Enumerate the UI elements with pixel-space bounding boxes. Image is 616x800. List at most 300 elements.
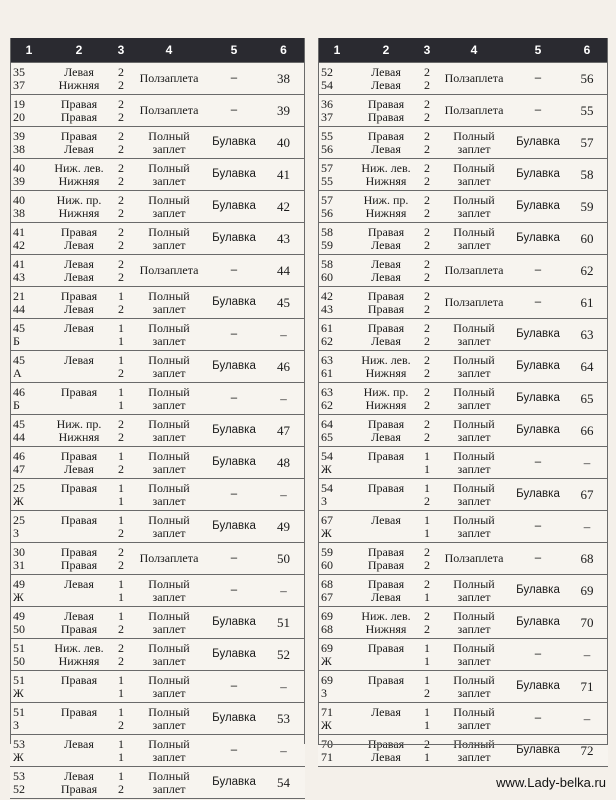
cell-col-3	[110, 735, 132, 767]
cell-col-2	[356, 351, 416, 383]
cell-col-2	[48, 351, 110, 383]
cell-col-2	[48, 383, 110, 415]
cell-line: Ж	[321, 461, 332, 476]
table-row	[10, 287, 305, 319]
cell-line: Правая	[367, 557, 405, 572]
cell-line: 1	[118, 685, 124, 700]
cell-col-3	[110, 127, 132, 159]
cell-operation: Ползаплета	[132, 543, 206, 575]
cell-col-2	[356, 287, 416, 319]
cell-col-2	[48, 447, 110, 479]
cell-result: 69	[566, 575, 608, 607]
cell-line: 21	[13, 288, 25, 303]
cell-pin: –	[206, 671, 262, 703]
cell-operation: Полный заплет	[438, 351, 510, 383]
cell-operation: Полный заплет	[132, 479, 206, 511]
cell-pin: Булавка	[206, 607, 262, 639]
cell-result: 45	[262, 287, 305, 319]
cell-line: 51	[13, 640, 25, 655]
table-row	[10, 607, 305, 639]
cell-col-1	[10, 383, 48, 415]
pattern-table-left	[10, 38, 305, 799]
cell-col-1	[318, 575, 356, 607]
cell-line: Левая	[64, 352, 94, 367]
cell-line: Левая	[371, 141, 401, 156]
cell-line	[48, 527, 110, 540]
cell-col-2	[356, 703, 416, 735]
cell-line	[48, 719, 110, 732]
cell-pin: –	[510, 511, 566, 543]
cell-line: Правая	[367, 128, 405, 143]
cell-col-2	[48, 511, 110, 543]
table-row	[318, 735, 608, 767]
cell-operation: Ползаплета	[438, 543, 510, 575]
cell-line: Левая	[64, 576, 94, 591]
cell-line	[48, 591, 110, 604]
cell-line: 2	[424, 301, 430, 316]
cell-col-1	[10, 543, 48, 575]
cell-line: 1	[424, 589, 430, 604]
cell-operation: Полный заплет	[132, 575, 206, 607]
cell-line: 71	[321, 704, 333, 719]
cell-col-2	[356, 639, 416, 671]
cell-col-2	[48, 159, 110, 191]
cell-line: 37	[13, 77, 25, 92]
cell-col-3	[416, 95, 438, 127]
cell-line: 57	[321, 192, 333, 207]
cell-result: 55	[566, 95, 608, 127]
cell-result: 71	[566, 671, 608, 703]
cell-col-2	[48, 575, 110, 607]
cell-result: 39	[262, 95, 305, 127]
cell-pin: Булавка	[510, 479, 566, 511]
cell-operation: Полный заплет	[132, 383, 206, 415]
cell-line: Нижняя	[365, 397, 407, 412]
cell-operation: Полный заплет	[132, 127, 206, 159]
column-header-3: 3	[110, 38, 132, 63]
cell-line: 54	[321, 448, 333, 463]
cell-line: 2	[424, 429, 430, 444]
cell-line: 67	[321, 589, 333, 604]
cell-pin: Булавка	[206, 447, 262, 479]
cell-result: 48	[262, 447, 305, 479]
table-header-row	[10, 38, 305, 63]
cell-line: 54	[321, 480, 333, 495]
cell-line: 38	[13, 205, 25, 220]
cell-line: Правая	[367, 224, 405, 239]
cell-line: 2	[424, 576, 430, 591]
cell-line: Правая	[60, 781, 98, 796]
cell-line: 1	[118, 333, 124, 348]
cell-line: 1	[118, 352, 124, 367]
cell-line: 68	[321, 621, 333, 636]
cell-col-1	[10, 767, 48, 799]
cell-line: 58	[321, 256, 333, 271]
cell-col-3	[416, 479, 438, 511]
cell-line: Ниж. лев.	[54, 160, 104, 175]
cell-line: 36	[321, 96, 333, 111]
cell-col-1	[318, 671, 356, 703]
cell-operation: Полный заплет	[132, 511, 206, 543]
cell-line: 2	[118, 141, 124, 156]
cell-line: 69	[321, 608, 333, 623]
cell-line: 2	[118, 269, 124, 284]
cell-col-1	[10, 63, 48, 95]
cell-pin: –	[206, 255, 262, 287]
cell-line: 60	[321, 557, 333, 572]
cell-col-1	[10, 639, 48, 671]
cell-pin: –	[510, 287, 566, 319]
cell-col-3	[416, 191, 438, 223]
cell-pin: Булавка	[206, 767, 262, 799]
cell-col-3	[110, 607, 132, 639]
column-header-2: 2	[356, 38, 416, 63]
cell-operation: Полный заплет	[132, 415, 206, 447]
cell-line	[356, 527, 416, 540]
cell-line: 1	[118, 320, 124, 335]
cell-operation: Полный заплет	[438, 511, 510, 543]
cell-col-2	[356, 511, 416, 543]
cell-col-3	[416, 127, 438, 159]
cell-line: 2	[118, 64, 124, 79]
cell-operation: Полный заплет	[438, 415, 510, 447]
cell-line: 1	[118, 704, 124, 719]
cell-pin: Булавка	[510, 351, 566, 383]
cell-operation: Полный заплет	[132, 639, 206, 671]
cell-col-3	[110, 415, 132, 447]
cell-col-3	[110, 639, 132, 671]
cell-col-1	[10, 703, 48, 735]
cell-line: 2	[424, 128, 430, 143]
column-header-5: 5	[206, 38, 262, 63]
table-row	[10, 639, 305, 671]
column-header-3: 3	[416, 38, 438, 63]
cell-line	[48, 751, 110, 764]
cell-col-1	[10, 287, 48, 319]
cell-line: Левая	[64, 269, 94, 284]
cell-line: 2	[118, 416, 124, 431]
cell-col-1	[318, 607, 356, 639]
cell-line: Нижняя	[58, 77, 100, 92]
cell-line: 2	[118, 461, 124, 476]
cell-result: 66	[566, 415, 608, 447]
cell-col-1	[318, 287, 356, 319]
cell-line: 1	[118, 589, 124, 604]
cell-line: Правая	[60, 621, 98, 636]
cell-line: Правая	[60, 96, 98, 111]
cell-line: 1	[424, 525, 430, 540]
table-row	[318, 639, 608, 671]
cell-result: 40	[262, 127, 305, 159]
cell-result: –	[566, 511, 608, 543]
cell-line: 37	[321, 109, 333, 124]
cell-line: Правая	[60, 557, 98, 572]
table-row	[10, 351, 305, 383]
cell-col-1	[10, 255, 48, 287]
cell-col-1	[318, 447, 356, 479]
cell-line: 1	[118, 749, 124, 764]
cell-col-3	[416, 159, 438, 191]
table-row	[318, 159, 608, 191]
cell-line: 3	[321, 685, 327, 700]
cell-result: 54	[262, 767, 305, 799]
cell-col-2	[48, 223, 110, 255]
cell-line: 2	[424, 333, 430, 348]
cell-col-3	[110, 95, 132, 127]
cell-col-1	[318, 63, 356, 95]
cell-col-3	[110, 223, 132, 255]
cell-col-1	[318, 159, 356, 191]
cell-line: 1	[118, 608, 124, 623]
cell-operation: Полный заплет	[132, 351, 206, 383]
cell-line: Левая	[371, 256, 401, 271]
cell-line: Правая	[60, 109, 98, 124]
cell-col-3	[416, 575, 438, 607]
cell-line: 1	[118, 736, 124, 751]
cell-operation: Ползаплета	[438, 255, 510, 287]
cell-line: А	[13, 365, 22, 380]
table-row	[10, 511, 305, 543]
cell-result: 44	[262, 255, 305, 287]
cell-pin: Булавка	[510, 319, 566, 351]
cell-pin: –	[206, 543, 262, 575]
cell-line: Правая	[60, 288, 98, 303]
cell-col-3	[416, 671, 438, 703]
cell-line: 2	[118, 640, 124, 655]
cell-line: 19	[13, 96, 25, 111]
cell-col-1	[318, 639, 356, 671]
cell-line: Правая	[367, 736, 405, 751]
cell-line	[48, 367, 110, 380]
cell-col-1	[318, 255, 356, 287]
cell-line: 59	[321, 237, 333, 252]
table-row	[10, 319, 305, 351]
cell-line: 1	[424, 480, 430, 495]
cell-line: 2	[424, 288, 430, 303]
cell-line: Ниж. лев.	[54, 640, 104, 655]
cell-line: Ж	[321, 525, 332, 540]
cell-col-2	[356, 479, 416, 511]
cell-line	[48, 399, 110, 412]
cell-col-2	[356, 319, 416, 351]
cell-line: Правая	[60, 512, 98, 527]
cell-line: 1	[424, 717, 430, 732]
table-row	[318, 671, 608, 703]
cell-line: 1	[424, 653, 430, 668]
cell-operation: Ползаплета	[438, 95, 510, 127]
cell-col-2	[356, 191, 416, 223]
cell-line: 65	[321, 429, 333, 444]
cell-col-3	[416, 511, 438, 543]
cell-line: Правая	[367, 672, 405, 687]
cell-line: 70	[321, 736, 333, 751]
cell-line: 52	[321, 64, 333, 79]
cell-col-3	[110, 479, 132, 511]
cell-col-1	[318, 191, 356, 223]
table-row	[318, 383, 608, 415]
cell-result: –	[262, 479, 305, 511]
cell-pin: –	[510, 255, 566, 287]
cell-col-3	[110, 703, 132, 735]
cell-col-3	[416, 703, 438, 735]
cell-col-3	[110, 191, 132, 223]
cell-line: 45	[13, 416, 25, 431]
cell-col-1	[318, 351, 356, 383]
cell-line: 2	[424, 96, 430, 111]
cell-result: 70	[566, 607, 608, 639]
cell-line: 1	[118, 384, 124, 399]
cell-line: 20	[13, 109, 25, 124]
cell-col-1	[318, 415, 356, 447]
cell-col-1	[10, 607, 48, 639]
cell-pin: –	[206, 479, 262, 511]
cell-col-2	[48, 735, 110, 767]
cell-line: Правая	[60, 672, 98, 687]
cell-line: Левая	[64, 301, 94, 316]
cell-col-2	[356, 543, 416, 575]
cell-line: Ж	[321, 717, 332, 732]
cell-line: Ниж. пр.	[363, 192, 409, 207]
cell-line: Правая	[367, 640, 405, 655]
cell-line: 2	[424, 77, 430, 92]
cell-line: 2	[424, 160, 430, 175]
cell-line: Правая	[367, 96, 405, 111]
cell-col-2	[356, 255, 416, 287]
cell-line: 2	[424, 493, 430, 508]
cell-pin: Булавка	[206, 223, 262, 255]
cell-line: 53	[13, 736, 25, 751]
table-row	[318, 223, 608, 255]
cell-line: 39	[13, 173, 25, 188]
cell-col-3	[416, 607, 438, 639]
cell-line: Ж	[13, 493, 24, 508]
cell-line: 2	[424, 269, 430, 284]
cell-col-2	[48, 415, 110, 447]
cell-operation: Полный заплет	[132, 607, 206, 639]
cell-line: 2	[118, 237, 124, 252]
cell-result: 38	[262, 63, 305, 95]
cell-col-3	[416, 543, 438, 575]
cell-result: 58	[566, 159, 608, 191]
cell-line	[356, 655, 416, 668]
cell-line: 42	[13, 237, 25, 252]
cell-line: 2	[424, 685, 430, 700]
cell-operation: Полный заплет	[132, 703, 206, 735]
cell-col-1	[10, 159, 48, 191]
cell-operation: Полный заплет	[132, 671, 206, 703]
cell-col-2	[48, 255, 110, 287]
cell-line: 2	[424, 384, 430, 399]
cell-col-3	[416, 255, 438, 287]
cell-operation: Ползаплета	[132, 255, 206, 287]
cell-line: Правая	[60, 384, 98, 399]
cell-line: 56	[321, 205, 333, 220]
cell-line: 2	[118, 205, 124, 220]
cell-line: 53	[13, 768, 25, 783]
cell-col-2	[48, 191, 110, 223]
cell-pin: Булавка	[510, 191, 566, 223]
table-row	[10, 383, 305, 415]
cell-line: 2	[424, 320, 430, 335]
cell-operation: Полный заплет	[438, 575, 510, 607]
cell-col-2	[48, 287, 110, 319]
cell-col-2	[356, 223, 416, 255]
cell-col-2	[48, 95, 110, 127]
cell-line: 62	[321, 333, 333, 348]
cell-result: 67	[566, 479, 608, 511]
cell-col-1	[318, 127, 356, 159]
cell-col-2	[48, 319, 110, 351]
cell-col-2	[356, 447, 416, 479]
cell-col-3	[416, 415, 438, 447]
cell-line: 1	[424, 448, 430, 463]
cell-line: Ж	[321, 653, 332, 668]
cell-line: 2	[424, 416, 430, 431]
cell-line: Левая	[64, 768, 94, 783]
table-row	[10, 95, 305, 127]
cell-line: 2	[424, 256, 430, 271]
cell-line: 63	[321, 352, 333, 367]
column-header-6: 6	[262, 38, 305, 63]
cell-col-2	[48, 479, 110, 511]
cell-line: 1	[118, 768, 124, 783]
cell-line: 40	[13, 192, 25, 207]
cell-line: 51	[13, 704, 25, 719]
cell-pin: –	[510, 639, 566, 671]
cell-pin: –	[510, 543, 566, 575]
cell-line: 61	[321, 320, 333, 335]
cell-line: 71	[321, 749, 333, 764]
cell-line: Правая	[60, 448, 98, 463]
cell-pin: –	[206, 735, 262, 767]
column-header-1: 1	[318, 38, 356, 63]
cell-col-3	[110, 159, 132, 191]
cell-col-3	[110, 575, 132, 607]
cell-col-1	[318, 735, 356, 767]
cell-line: 2	[424, 173, 430, 188]
cell-operation: Ползаплета	[132, 95, 206, 127]
cell-line: 41	[13, 256, 25, 271]
cell-col-2	[356, 127, 416, 159]
table-row	[10, 447, 305, 479]
cell-line: 2	[118, 160, 124, 175]
cell-line: Правая	[367, 416, 405, 431]
cell-line: 1	[118, 512, 124, 527]
cell-line: 2	[424, 621, 430, 636]
cell-col-1	[318, 479, 356, 511]
cell-operation: Полный заплет	[438, 127, 510, 159]
cell-line: Ниж. лев.	[361, 608, 411, 623]
cell-col-1	[318, 543, 356, 575]
cell-line: 2	[424, 365, 430, 380]
table-row	[10, 543, 305, 575]
cell-col-2	[48, 703, 110, 735]
cell-line: Нижняя	[58, 653, 100, 668]
cell-operation: Полный заплет	[438, 447, 510, 479]
cell-line: 2	[424, 557, 430, 572]
cell-col-2	[356, 63, 416, 95]
table-row	[318, 255, 608, 287]
cell-result: 60	[566, 223, 608, 255]
cell-line: 2	[424, 397, 430, 412]
table-row	[10, 159, 305, 191]
cell-line: 1	[118, 493, 124, 508]
cell-line: 58	[321, 224, 333, 239]
cell-line: 2	[118, 192, 124, 207]
cell-operation: Полный заплет	[438, 479, 510, 511]
cell-col-3	[110, 287, 132, 319]
cell-line: 2	[424, 352, 430, 367]
